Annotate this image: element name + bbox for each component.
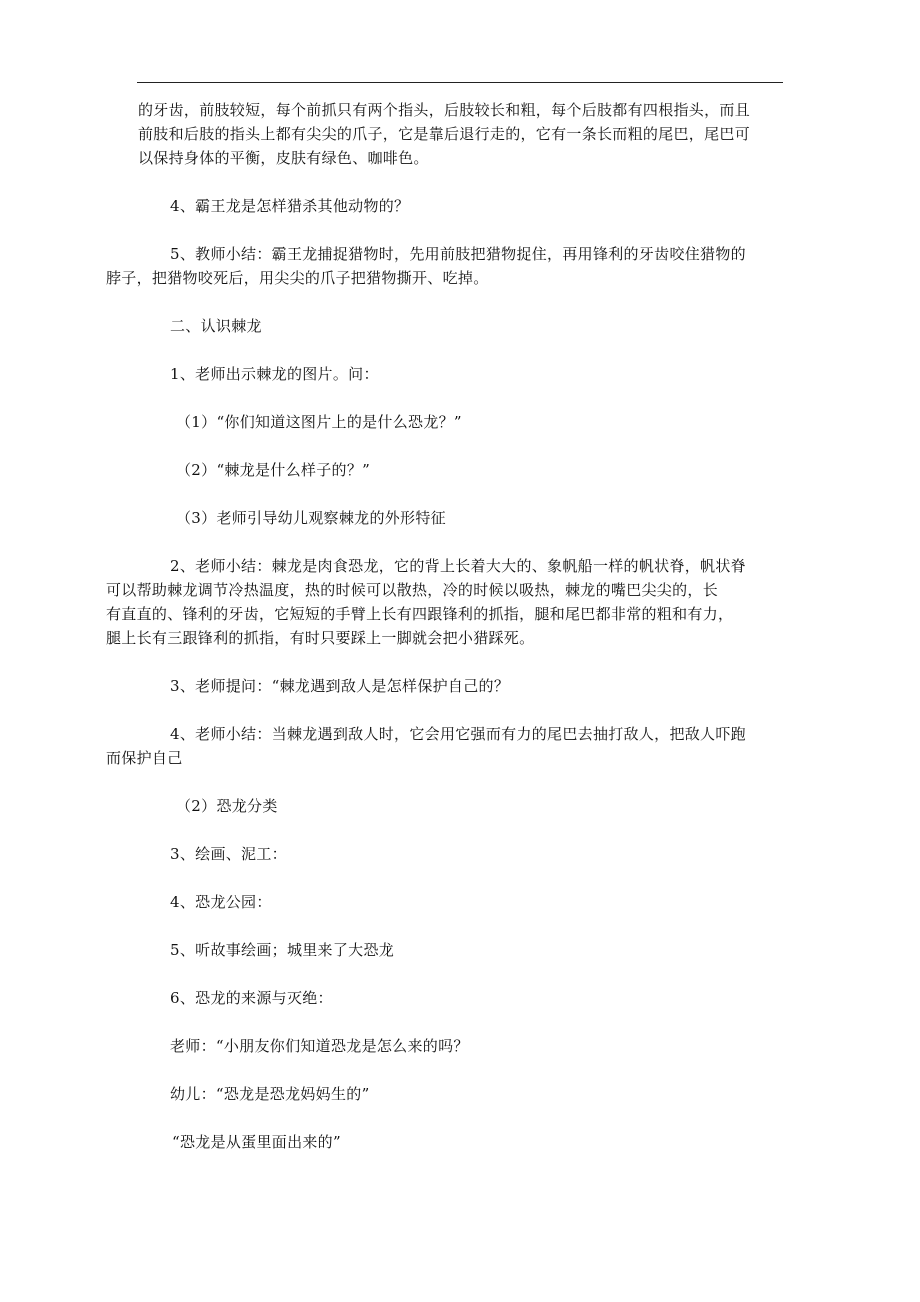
- text-line: 二、认识棘龙: [170, 317, 262, 335]
- text-line: 1、老师出示棘龙的图片。问：: [170, 365, 379, 383]
- text-line: 6、恐龙的来源与灭绝：: [170, 989, 333, 1007]
- paragraph-show-picture: [138, 362, 783, 386]
- paragraph-trex-hunting-question: [138, 194, 783, 218]
- paragraph-question-3: [138, 506, 783, 530]
- paragraph-dinosaur-park: [138, 890, 783, 914]
- text-line: 以保持身体的平衡，皮肤有绿色、咖啡色。: [138, 149, 429, 167]
- paragraph-drawing-clay: [138, 842, 783, 866]
- paragraph-teacher-summary-trex: [106, 242, 783, 290]
- paragraph-teacher-question-protection: [138, 674, 783, 698]
- text-line: （1）“你们知道这图片上的是什么恐龙？”: [176, 413, 462, 431]
- header-rule: [137, 82, 783, 83]
- text-line: “恐龙是从蛋里面出来的”: [172, 1133, 341, 1151]
- text-line: 3、绘画、泥工：: [170, 845, 287, 863]
- section-heading-spinosaurus: [138, 314, 783, 338]
- paragraph-question-1: [138, 410, 783, 434]
- text-line: 5、教师小结：霸王龙捕捉猎物时，先用前肢把猎物捉住，再用锋利的牙齿咬住猎物的: [170, 245, 746, 263]
- text-line: （2）“棘龙是什么样子的？”: [176, 461, 371, 479]
- text-line: 的牙齿，前肢较短，每个前抓只有两个指头，后肢较长和粗，每个后肢都有四根指头，而且: [138, 101, 751, 119]
- text-line: （2）恐龙分类: [176, 797, 278, 815]
- text-line: 腿上长有三跟锋利的抓指，有时只要踩上一脚就会把小猎踩死。: [106, 629, 535, 647]
- paragraph-dinosaur-classification: [138, 794, 783, 818]
- paragraph-question-2: [138, 458, 783, 482]
- document-body: [106, 98, 783, 1178]
- text-line: （3）老师引导幼儿观察棘龙的外形特征: [176, 509, 446, 527]
- text-line: 5、听故事绘画；城里来了大恐龙: [170, 941, 395, 959]
- text-line: 老师：“小朋友你们知道恐龙是怎么来的吗？: [170, 1037, 469, 1055]
- text-line: 有直直的、锋利的牙齿，它短短的手臂上长有四跟锋利的抓指，腿和尾巴都非常的粗和有力，: [106, 605, 734, 623]
- paragraph-trex-description: [138, 98, 783, 170]
- paragraph-teacher-dialogue: [138, 1034, 783, 1058]
- paragraph-story-drawing: [138, 938, 783, 962]
- text-line: 3、老师提问：“棘龙遇到敌人是怎样保护自己的？: [170, 677, 510, 695]
- paragraph-child-answer-1: [138, 1082, 783, 1106]
- text-line: 4、霸王龙是怎样猎杀其他动物的？: [170, 197, 410, 215]
- paragraph-origin-extinction: [138, 986, 783, 1010]
- text-line: 幼儿：“恐龙是恐龙妈妈生的”: [170, 1085, 370, 1103]
- paragraph-teacher-summary-spinosaurus: [106, 554, 783, 650]
- text-line: 4、老师小结：当棘龙遇到敌人时，它会用它强而有力的尾巴去抽打敌人，把敌人吓跑: [170, 725, 746, 743]
- text-line: 可以帮助棘龙调节冷热温度，热的时候可以散热，冷的时候以吸热，棘龙的嘴巴尖尖的，长: [106, 581, 719, 599]
- text-line: 4、恐龙公园：: [170, 893, 272, 911]
- text-line: 前肢和后肢的指头上都有尖尖的爪子，它是靠后退行走的，它有一条长而粗的尾巴，尾巴可: [138, 125, 751, 143]
- paragraph-teacher-summary-protection: [106, 722, 783, 770]
- paragraph-child-answer-2: [138, 1130, 783, 1154]
- text-line: 而保护自己: [106, 749, 183, 767]
- text-line: 脖子，把猎物咬死后，用尖尖的爪子把猎物撕开、吃掉。: [106, 269, 489, 287]
- text-line: 2、老师小结：棘龙是肉食恐龙，它的背上长着大大的、象帆船一样的帆状脊，帆状脊: [170, 557, 746, 575]
